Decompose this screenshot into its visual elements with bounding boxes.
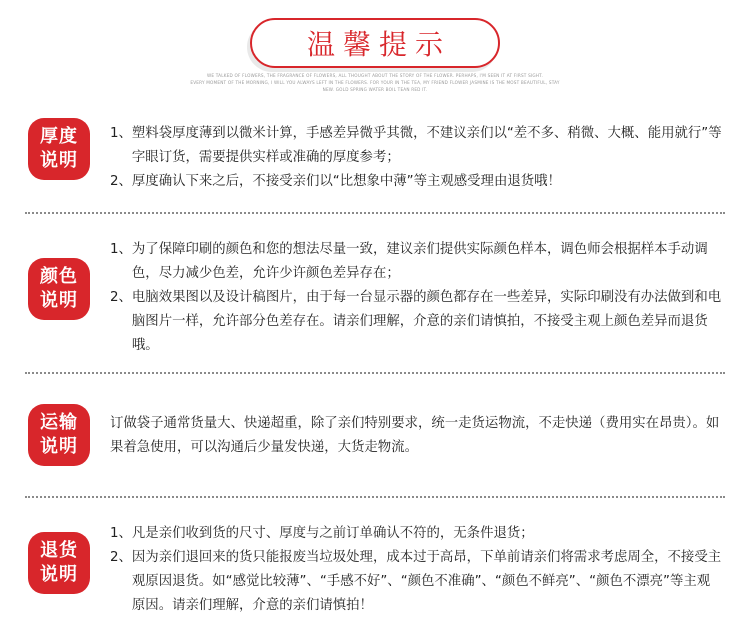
- paragraph-text: 订做袋子通常货量大、快递超重，除了亲们特别要求，统一走货运物流，不走快递（费用实在昂贵）。如果着急使用，可以沟通后少量发快递，大货走物流。: [110, 416, 720, 455]
- paragraph-number: 1、: [110, 242, 132, 257]
- paragraph-number: 2、: [110, 550, 132, 565]
- badge-line: 说明: [40, 290, 78, 311]
- badge-line: 颜色: [40, 266, 78, 287]
- dotted-divider: [25, 212, 725, 214]
- paragraph-text: 塑料袋厚度薄到以微米计算，手感差异微乎其微，不建议亲们以“差不多、稍微、大概、能用就行”等字眼订货，需要提供实样或准确的厚度参考；: [131, 126, 722, 165]
- title-banner: [250, 18, 500, 68]
- dotted-divider: [25, 372, 725, 374]
- section-content: [110, 522, 722, 618]
- section-content: [110, 122, 722, 194]
- paragraph-number: 1、: [110, 526, 132, 541]
- subtitle-line: NEW. GOLD SPRING WATER BOIL TEAN RED IT.: [322, 87, 428, 92]
- badge-line: 说明: [40, 564, 78, 585]
- paragraph: [110, 286, 722, 358]
- subtitle-line: WE TALKED OF FLOWERS, THE FRAGRANCE OF FLOWERS, ALL THOUGHT ABOUT THE STORY OF THE FLOWER. PERHAPS, I'M SEEN IT AT FIRST SIGHT.: [207, 73, 543, 78]
- paragraph: [110, 238, 722, 286]
- paragraph: [110, 170, 722, 194]
- paragraph-text: 厚度确认下来之后，不接受亲们以“比想象中薄”等主观感受理由退货哦！: [131, 174, 561, 189]
- badge-line: 运输: [40, 412, 78, 433]
- paragraph-number: 2、: [110, 290, 132, 305]
- dotted-divider: [25, 496, 725, 498]
- section-content: [110, 238, 722, 358]
- section-content: [110, 412, 722, 460]
- paragraph-text: 为了保障印刷的颜色和您的想法尽量一致，建议亲们提供实际颜色样本，调色师会根据样本手动调色，尽力减少色差，允许少许颜色差异存在；: [131, 242, 708, 281]
- paragraph-text: 因为亲们退回来的货只能报废当垃圾处理，成本过于高昂，下单前请亲们将需求考虑周全，不接受主观原因退货。如“感觉比较薄”、“手感不好”、“颜色不准确”、“颜色不鲜亮”、“颜色不漂亮”等主观原因。请亲们理解，介意的亲们请慎拍！: [131, 550, 722, 613]
- paragraph-text: 凡是亲们收到货的尺寸、厚度与之前订单确认不符的，无条件退货；: [131, 526, 534, 541]
- badge-line: 说明: [40, 436, 78, 457]
- page-title: 温馨提示: [306, 28, 451, 61]
- paragraph: [110, 546, 722, 618]
- badge-color: [28, 258, 90, 320]
- decorative-subtitle: [190, 72, 560, 93]
- paragraph-number: 2、: [110, 174, 132, 189]
- badge-shipping: [28, 404, 90, 466]
- badge-returns: [28, 532, 90, 594]
- paragraph-number: 1、: [110, 126, 132, 141]
- badge-line: 说明: [40, 150, 78, 171]
- paragraph: [110, 522, 722, 546]
- badge-line: 退货: [40, 540, 78, 561]
- badge-thickness: [28, 118, 90, 180]
- subtitle-line: EVERY MOMENT OF THE MORNING, I WILL YOU ALWAYS LEFT IN THE FLOWERS. FOR YOUR IN THE TEA, MY FRIEND FLOWER JASMINE IS THE MOST BEAUTIFUL, STAY: [190, 80, 560, 85]
- paragraph-text: 电脑效果图以及设计稿图片，由于每一台显示器的颜色都存在一些差异，实际印刷没有办法做到和电脑图片一样，允许部分色差存在。请亲们理解，介意的亲们请慎拍，不接受主观上颜色差异而退货哦。: [131, 290, 722, 353]
- badge-line: 厚度: [40, 126, 78, 147]
- paragraph: [110, 122, 722, 170]
- paragraph: [110, 412, 722, 460]
